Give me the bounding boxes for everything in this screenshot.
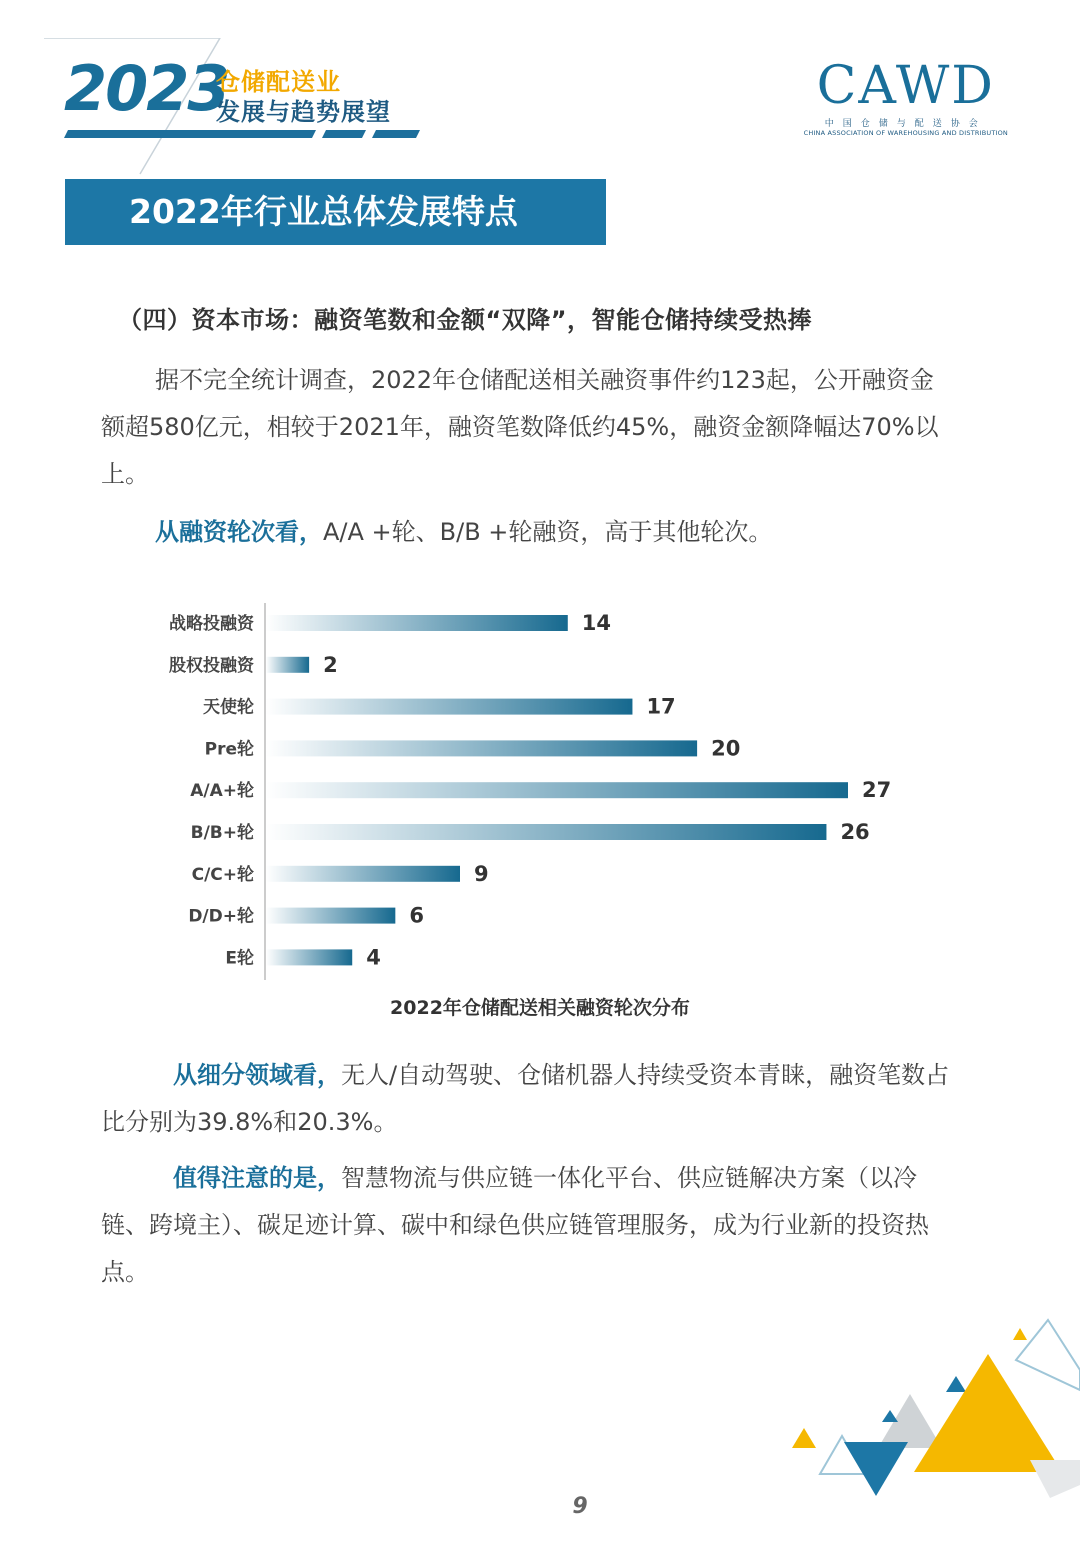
bar-value-label: 20 [711, 736, 741, 761]
chart-title: 2022年仓储配送相关融资轮次分布 [390, 997, 690, 1019]
subheading: （四）资本市场：融资笔数和金额“双降”，智能仓储持续受热捧 [118, 306, 813, 334]
paragraph-body: A/A +轮、B/B +轮融资，高于其他轮次。 [323, 518, 773, 546]
category-label: B/B+轮 [190, 823, 254, 843]
report-title-line2: 发展与趋势展望 [216, 98, 391, 126]
bar [266, 782, 848, 798]
paragraph-funding-stats: 据不完全统计调查，2022年仓储配送相关融资事件约123起，公开融资金额超580亿元，相较于2021年，融资笔数降低约45%，融资金额降幅达70%以上。 [101, 366, 939, 488]
category-label: D/D+轮 [188, 906, 254, 927]
bar-value-label: 27 [862, 778, 892, 803]
paragraph-body: 无人/自动驾驶、仓储机器人持续受资本青睐，融资笔数占比分别为39.8%和20.3%。 [101, 1061, 950, 1136]
funding-rounds-chart [140, 598, 900, 983]
paragraph-hotspots [101, 1155, 953, 1296]
bar [266, 740, 697, 756]
page-number: 9 [572, 1494, 588, 1519]
bar-value-label: 4 [366, 945, 381, 970]
bar-value-label: 17 [646, 694, 676, 719]
bar-value-label: 26 [840, 820, 870, 844]
bar-value-label: 9 [474, 861, 489, 886]
decorative-triangles [780, 1310, 1080, 1510]
bar-value-label: 14 [581, 611, 612, 635]
paragraph-lead: 值得注意的是， [173, 1164, 341, 1192]
report-title-line1: 仓储配送业 [216, 68, 341, 96]
category-label: A/A+轮 [190, 781, 254, 802]
paragraph-lead: 从融资轮次看， [155, 518, 323, 546]
bar-value-label: 2 [323, 652, 338, 677]
bar [266, 949, 352, 965]
category-label: 天使轮 [203, 697, 254, 718]
category-label: 股权投融资 [169, 655, 254, 676]
bar [266, 866, 460, 882]
paragraph-segments [101, 1052, 953, 1146]
report-year: 2023 [64, 52, 229, 125]
org-logo-text: CAWD [816, 56, 995, 116]
category-label: Pre轮 [204, 739, 254, 760]
bar [266, 615, 568, 631]
category-label: C/C+轮 [191, 864, 254, 885]
bar-value-label: 6 [409, 903, 424, 928]
category-label: 战略投融资 [169, 614, 254, 634]
org-name-cn: 中国仓储与配送协会 [824, 119, 987, 129]
org-name-en: CHINA ASSOCIATION OF WAREHOUSING AND DISTRIBUTION [803, 129, 1008, 137]
bar [266, 657, 309, 673]
section-title: 2022年行业总体发展特点 [65, 179, 606, 245]
paragraph-funding-rounds [101, 509, 953, 556]
bar [266, 699, 632, 715]
org-logo [803, 56, 1008, 137]
paragraph-body: 智慧物流与供应链一体化平台、供应链解决方案（以冷链、跨境主）、碳足迹计算、碳中和绿色供应链管理服务，成为行业新的投资热点。 [101, 1164, 929, 1286]
bar [266, 824, 826, 840]
category-label: E轮 [225, 948, 254, 969]
paragraph-lead: 从细分领域看， [173, 1061, 341, 1089]
header-stripe [64, 130, 420, 138]
bar [266, 908, 395, 924]
